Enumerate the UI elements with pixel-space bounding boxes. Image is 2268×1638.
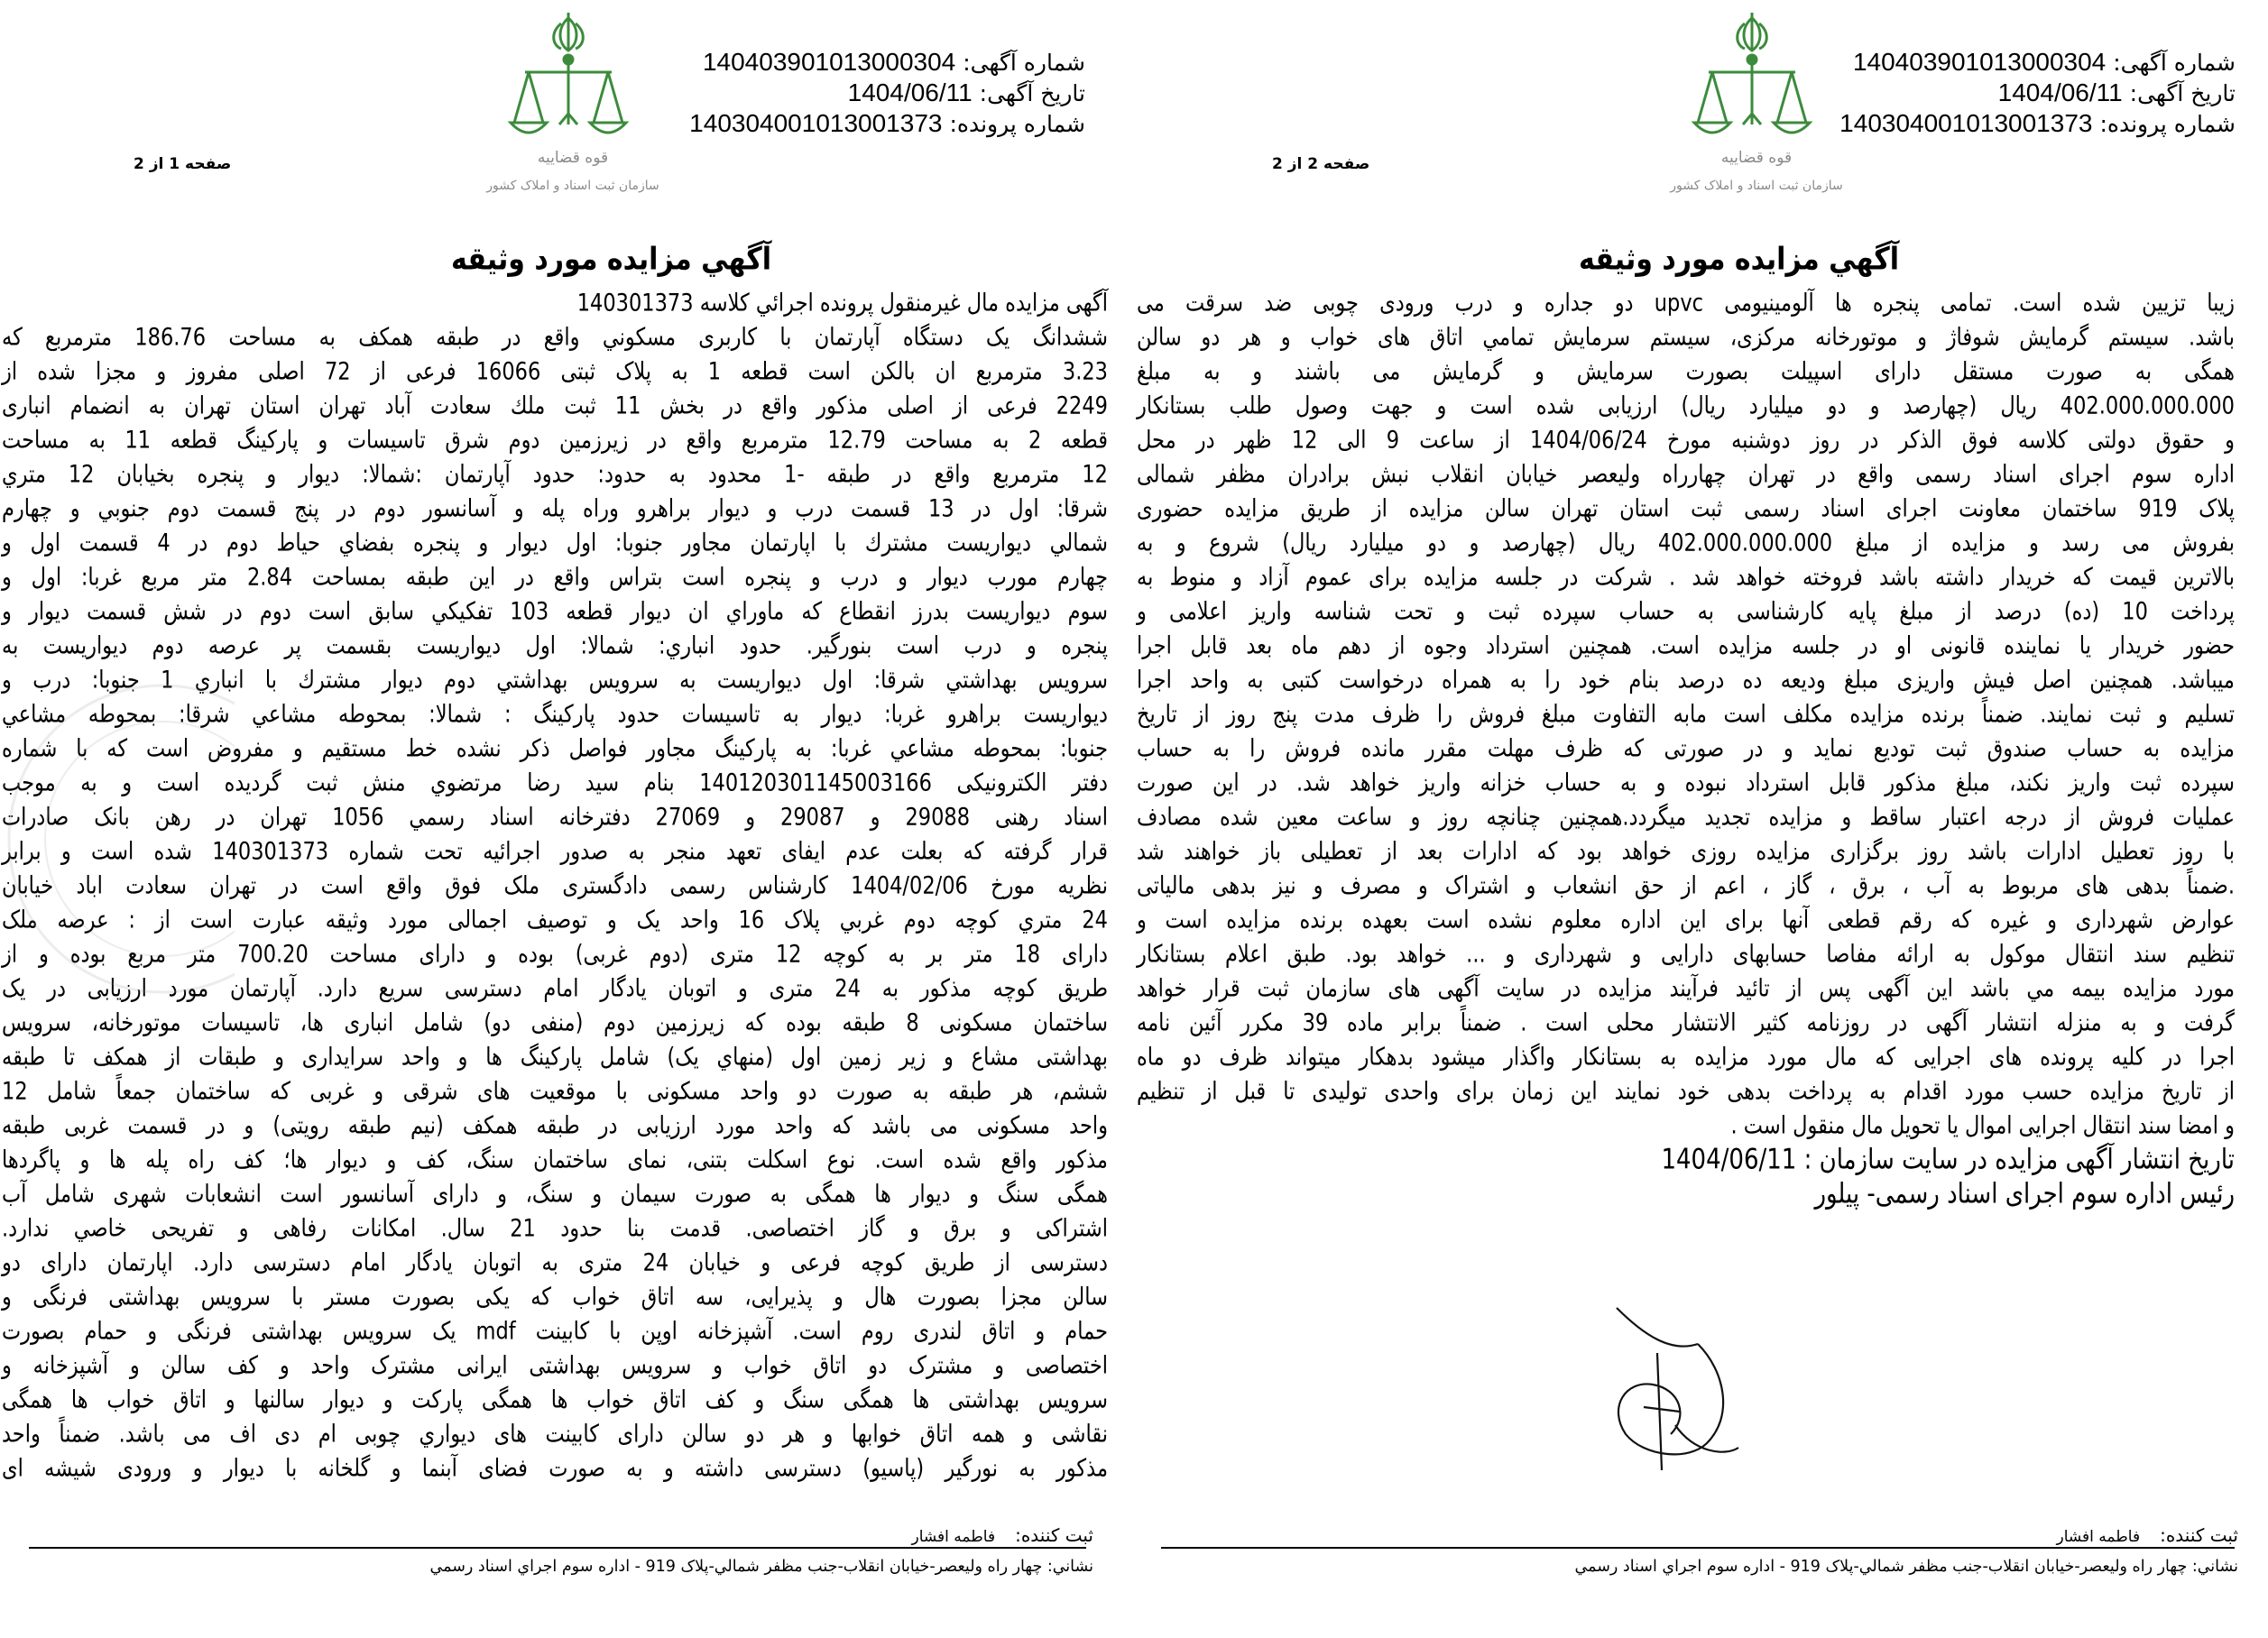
text-line: دارای 18 متر بر به کوچه 12 متری (دوم غربی) بوده و دارای مساحت 700.20 متر مربع بوده و از [2, 940, 1108, 969]
logo-text-judiciary: قوه قضاییه [537, 149, 609, 167]
notice-number-row [1839, 47, 2236, 78]
text-line: جنوبا: بمحوطه مشاعي غربا: به پارکینگ مجاور فواصل ذکر نشده خط مستقیم و مفروض است که با شماره [2, 734, 1108, 763]
notice-number: 140403901013000304 [702, 48, 956, 76]
text-line: شمالي دیواریست مشترك با اپارتمان مجاور جنوبا: اول دیوار و پنجره بفضاي حیاط دوم در 4 قسمت اول و [2, 529, 1108, 557]
text-line: اداره سوم اجرای اسناد رسمی واقع در تهران چهارراه ولیعصر خیابان انقلاب نبش برادران مظفر شمالی [1137, 460, 2235, 489]
text-line: همگی به صورت مستقل دارای اسپیلت بصورت سرمایش و گرمایش می باشند و به مبلغ [1137, 357, 2235, 386]
text-line: طریق کوچه مذکور به 24 متری و اتوبان یادگار امام دسترسی سریع دارد. آپارتمان مورد ارزیابی در یک [2, 974, 1108, 1003]
footer-divider [29, 1547, 1086, 1549]
text-line: مذکور واقع شده است. نوع اسکلت بتنی، نمای ساختمان سنگ، کف و دیوار ها؛ کف راه پله ها و پاگردها [2, 1146, 1108, 1174]
text-line: پلاک 919 ساختمان معاونت اجرای اسناد رسمی ثبت استان تهران سالن مزایده از طریق مزایده حضوری [1137, 494, 2235, 523]
text-line: 2249 فرعی از اصلی مذکور واقع در بخش 11 ثبت ملك سعادت آباد تهران استان تهران به انضمام انباری [2, 391, 1108, 420]
case-number-label: شماره پرونده: [2099, 111, 2236, 137]
text-line: قطعه 2 به مساحت 12.79 مترمربع واقع در زیرزمین دوم شرق تاسیسات و پارکینگ قطعه 11 به مساحت [2, 426, 1108, 455]
text-line: مورد مزایده بیمه مي باشد این آگهی پس از تائید فرآیند مزایده در سایت آگهی های سازمان ثبت قرار خواهد [1137, 974, 2235, 1003]
text-line: ساختمان مسکونی 8 طبقه بوده که زیرزمین دوم (منفی دو) شامل انباری ها، تاسیسات موتورخانه، سرویس [2, 1008, 1108, 1037]
emblem-icon [1694, 13, 1810, 133]
registrar-label: ثبت کننده: [1015, 1524, 1093, 1546]
text-line: و حقوق دولتی کلاسه فوق الذکر در روز دوشنبه مورخ 1404/06/24 از ساعت 9 الی 12 ظهر در محل [1137, 426, 2235, 455]
text-line: آگهی مزایده مال غیرمنقول پرونده اجرائي کلاسه 140301373 [576, 289, 1108, 317]
notice-date: 1404/06/11 [1997, 78, 2123, 106]
text-line: .ضمناً بدهی های مربوط به آب ، برق ، گاز ، اعم از حق انشعاب و اشتراک و مصرف و نیز بدهی مالیاتی [1137, 871, 2235, 900]
text-line: رئیس اداره سوم اجرای اسناد رسمی- پیلور [1814, 1178, 2235, 1210]
logo-text-organization: سازمان ثبت اسناد و املاک کشور [486, 179, 659, 193]
notice-date-label: تاریخ آگهی: [2129, 80, 2236, 106]
footer-address: نشاني: چهار راه ولیعصر-خیابان انقلاب-جنب مظفر شمالي-پلاک 919 - اداره سوم اجراي اسناد رسمي [1574, 1558, 2238, 1576]
footer-divider [1161, 1547, 2235, 1549]
footer-address: نشاني: چهار راه ولیعصر-خیابان انقلاب-جنب مظفر شمالي-پلاک 919 - اداره سوم اجراي اسناد رسمي [429, 1558, 1093, 1576]
judiciary-emblem-logo [478, 7, 668, 201]
text-line: واحد مسکونی می باشد که واحد مورد ارزیابی در طبقه همکف (نیم طبقه رویتی) و در قسمت غربی طبقه [2, 1111, 1108, 1140]
text-line: و امضا سند انتقال اجرایی اموال یا تحویل مال منقول است . [1730, 1111, 2235, 1140]
page-number: صفحه 2 از 2 [1272, 155, 1370, 173]
case-number-row [1839, 108, 2236, 139]
text-line: تسلیم و ثبت نمایند. ضمناً برنده مزایده مکلف است مابه التفاوت مبلغ فروش را ظرف مدت پنج روز از تاریخ [1137, 700, 2235, 729]
text-line: شرقا: اول در 13 قسمت درب و دیوار براهرو وراه پله و آسانسور دوم در پنج قسمت دوم جنوبي و چهارم [2, 494, 1109, 523]
notice-meta [1839, 47, 2236, 139]
text-line: چهارم مورب دیوار و درب و پنجره است بتراس واقع در این طبقه بمساحت 2.84 متر مربع غربا: اول و [2, 563, 1108, 592]
emblem-icon [511, 13, 626, 133]
notice-number-label: شماره آگهی: [963, 50, 1085, 76]
text-line: عوارض شهرداری و غیره که رقم قطعی آنها برای این اداره معلوم نشده است بعهده برنده مزایده است و [1137, 906, 2235, 934]
registrar-label: ثبت کننده: [2160, 1524, 2238, 1546]
registrar [912, 1524, 1094, 1546]
text-line: از تاریخ مزایده حسب مورد اقدام به پرداخت بدهی خود نمایند این زمان برای واحدی تولیدی تا قبل از تنظیم [1137, 1077, 2235, 1106]
text-line: سالن مجزا بصورت هال و پذیرایی، سه اتاق خواب که یکی بصورت مستر با سرویس بهداشتی فرنگی و [2, 1283, 1108, 1311]
text-line: ششم، هر طبقه به صورت دو واحد مسکونی با موقعیت های شرقی و غربی که ساختمان جمعاً شامل 12 [2, 1077, 1108, 1106]
case-number-row [689, 108, 1085, 139]
text-line: 3.23 مترمربع ان بالکن است قطعه 1 به پلاک ثبتی 16066 فرعی از 72 اصلی مفروز و مجزا شده از [2, 357, 1108, 386]
logo-text-judiciary: قوه قضاییه [1720, 149, 1793, 167]
text-line: تنظیم سند انتقال موکول به ارائه مفاصا حسابهای دارایی و شهرداری و ... خواهد بود. طبق اعلام بستانکار [1137, 940, 2235, 969]
watermark-stamp [0, 649, 235, 1028]
case-number: 140304001013001373 [689, 109, 943, 137]
text-line: دیواریست براهرو غربا: دیوار به تاسیسات حدود پارکینگ : شمالا: بمحوطه مشاعي شرقا: بمحوطه مشاعي [2, 700, 1108, 729]
notice-date: 1404/06/11 [847, 78, 973, 106]
text-line: عملیات فروش از درجه اعتبار ساقط و مزایده تجدید میگردد.همچنین چنانچه روز و ساعت معین شده مصادف [1137, 803, 2235, 832]
notice-meta [689, 47, 1085, 139]
notice-title: آگهي مزایده مورد وثیقه [451, 241, 772, 278]
text-line: پرداخت 10 (ده) درصد از مبلغ پایه کارشناسی به حساب سپرده ثبت و تحت شناسه واریز اعلامی و [1137, 597, 2236, 626]
judiciary-emblem-logo [1662, 7, 1851, 201]
notice-date-row [689, 78, 1085, 108]
text-line: حضور خریدار یا نماینده قانونی او در جلسه مزایده است. همچنین استرداد وجوه از دهم ماه بعد قابل اجرا [1137, 631, 2235, 660]
text-line: اختصاصی و مشترک دو اتاق خواب و سرویس بهداشتی ایرانی مشترک واحد و کف سالن و آشپزخانه و [2, 1351, 1108, 1380]
registrar [2057, 1524, 2239, 1546]
text-line: سپرده ثبت واریز نکند، مبلغ مذکور قابل استرداد نبوده و به حساب خزانه واریز خواهد شد. در این صورت [1137, 768, 2235, 797]
notice-title: آگهي مزایده مورد وثیقه [1579, 241, 1900, 278]
text-line: 402.000.000.000 ریال (چهارصد و دو میلیارد ریال) ارزیابی شده است و جهت وصول طلب بستانکار [1137, 391, 2235, 420]
notice-number-label: شماره آگهی: [2113, 50, 2236, 76]
text-line: مذکور به نورگیر (پاسیو) دسترسی داشته و به صورت فضای آبنما و گلخانه با دیوار و ورودی شیشه ای [2, 1454, 1108, 1483]
text-line: بالاترین قیمت که خریدار داشته باشد فروخته خواهد شد . شرکت در جلسه مزایده برای عموم آزاد و منوط به [1137, 563, 2235, 592]
text-line: نظریه مورخ 1404/02/06 کارشناس رسمی دادگستری ملک فوق واقع است در تهران سعادت اباد خیابان [2, 871, 1109, 900]
text-line: اسناد رهنی 29088 و 29087 و 27069 دفترخانه اسناد رسمي 1056 تهران در رهن بانک صادرات [2, 803, 1108, 832]
text-line: میباشد. همچنین اصل فیش واریزی مبلغ ودیعه ده درصد بنام خود را به همراه درخواست کتبی به واحد اجرا [1137, 666, 2235, 695]
registrar-name: فاطمه افشار [911, 1528, 996, 1546]
page-number: صفحه 1 از 2 [134, 155, 232, 173]
text-line: مزایده به حساب صندوق ثبت تودیع نماید و در صورتی که ظرف مهلت مقرر مانده فروش را به حساب [1137, 734, 2235, 763]
notice-body [1137, 286, 2235, 1211]
case-number: 140304001013001373 [1839, 109, 2093, 137]
notice-number: 140403901013000304 [1852, 48, 2107, 76]
text-line: سرویس بهداشتی ها همگی سنگ و کف اتاق خواب ها همگی پارکت و دیوار سالنها و اتاق خواب ها همگی [2, 1385, 1108, 1414]
text-line: با روز تعطیل ادارات باشد روز برگزاری مزایده روزی خواهد بود که ادارات بعد از تعطیلی باز خواهند شد [1137, 837, 2235, 866]
text-line: ششدانگ یک دستگاه آپارتمان با کاربری مسکوني واقع در طبقه همکف به مساحت 186.76 مترمربع که [2, 323, 1108, 352]
text-line: قرار گرفته که بعلت عدم ایفای تعهد منجر به صدور اجرائیه تحت شماره 140301373 شده است و برابر [2, 837, 1108, 866]
text-line: تاریخ انتشار آگهی مزایده در سایت سازمان : 1404/06/11 [1661, 1144, 2235, 1176]
case-number-label: شماره پرونده: [949, 111, 1085, 137]
text-line: بفروش می رسد و مزایده از مبلغ 402.000.000.000 ریال (چهارصد و دو میلیارد ریال) شروع و به [1137, 529, 2235, 557]
text-line: اجرا در کلیه پرونده های اجرایی که مال مورد مزایده به بستانکار واگذار میشود بدهکار میتواند ظرف دو ماه [1137, 1043, 2235, 1072]
text-line: سرویس بهداشتي شرقا: اول دیواریست به سرویس بهداشتي دوم دیوار مشترك با انباري 1 جنوبا: درب و [2, 666, 1108, 695]
text-line: نقاشی و همه اتاق خوابها و هر دو سالن دارای کابینت های دیواري چوبی ام دی اف می باشد. ضمناً واحد [2, 1420, 1108, 1449]
text-line: حمام و اتاق لندری روم است. آشپزخانه اوپن با کابینت mdf یک سرویس بهداشتی فرنگی و حمام بصورت [2, 1317, 1108, 1346]
text-line: اشتراکی و برق و گاز اختصاصی. قدمت بنا حدود 21 سال. امکانات رفاهی و تفریحی خاصي ندارد. [2, 1214, 1109, 1243]
text-line: زیبا تزیین شده است. تمامی پنجره ها آلومینیومی upvc دو جداره و درب ورودی چوبی ضد سرقت می [1137, 289, 2235, 317]
notice-date-label: تاریخ آگهی: [979, 80, 1085, 106]
registrar-name: فاطمه افشار [2056, 1528, 2141, 1546]
text-line: همگی سنگ و دیوار ها همگی به صورت سیمان و سنگ، و دارای آسانسور است انشعابات شهری شامل آب [2, 1180, 1108, 1209]
text-line: پنجره و درب است بنورگیر. حدود انباري: شمالا: اول دیواریست بقسمت پر عرصه دوم دیواریست به [2, 631, 1108, 660]
text-line: 12 مترمربع واقع در طبقه -1 محدود به حدود: حدود آپارتمان :شمالا: دیوار و پنجره بخیابان 12 متري [2, 460, 1108, 489]
text-line: سوم دیواریست بدرز انقطاع که ماوراي ان دیوار قطعه 103 تفکیکي سابق است دوم در شش قسمت دیوار و [2, 597, 1108, 626]
notice-date-row [1839, 78, 2236, 108]
text-line: دسترسی از طریق کوچه فرعی و خیابان 24 متری به اتوبان یادگار امام دسترسی دارد. اپارتمان دارای دو [2, 1248, 1108, 1277]
notice-number-row [689, 47, 1085, 78]
notice-page-2 [1134, 0, 2268, 1638]
text-line: بهداشتی مشاع و زیر زمین اول (منهاي یک) شامل پارکینگ ها و واحد سرایداری و طبقات از همکف تا طبقه [2, 1043, 1108, 1072]
text-line: دفتر الکترونیکی 140120301145003166 بنام سید رضا مرتضوي منش ثبت گردیده است و به موجب [2, 768, 1108, 797]
text-line: گرفت و به منزله انتشار آگهی در روزنامه کثیر الانتشار محلی است . ضمناً برابر ماده 39 مکرر آئین نامه [1137, 1008, 2235, 1037]
text-line: 24 متري کوچه دوم غربي پلاک 16 واحد یک و توصیف اجمالی مورد وثیقه عبارت است از : عرصه ملک [2, 906, 1108, 934]
handwritten-signature [1590, 1299, 1743, 1479]
text-line: باشد. سیستم گرمایش شوفاژ و موتورخانه مرکزی، سیستم سرمایش تمامي اتاق های خواب و هر دو سالن [1137, 323, 2235, 352]
logo-text-organization: سازمان ثبت اسناد و املاک کشور [1670, 179, 1843, 193]
